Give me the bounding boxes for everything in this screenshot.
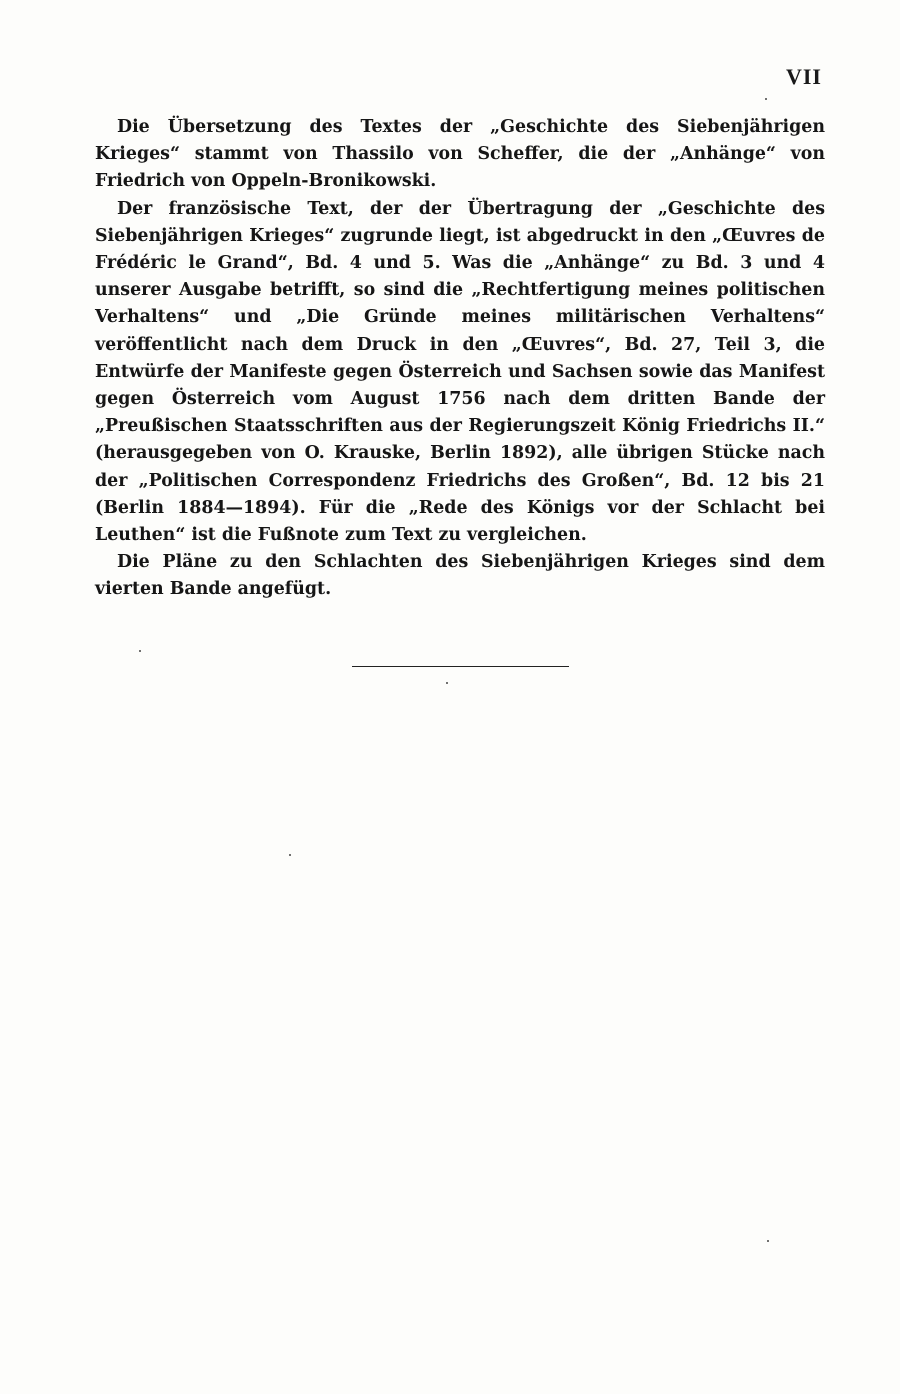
print-speck [446, 682, 448, 684]
print-speck [139, 650, 141, 652]
section-divider-rule [352, 666, 569, 667]
paragraph-battle-plans: Die Pläne zu den Schlachten des Siebenjährigen Krieges sind dem vierten Bande angefügt. [95, 552, 825, 600]
preface-text [95, 114, 825, 604]
print-speck [289, 854, 291, 856]
print-speck [767, 1240, 769, 1242]
paragraph-source-editions: Der französische Text, der der Übertragung der „Geschichte des Siebenjährigen Krieges“ zugrunde liegt, ist abgedruckt in den „Œuvres de Frédéric le Grand“, Bd. 4 und 5. Was die „Anhänge“ zu Bd. 3 und 4 unserer Ausgabe betrifft, so sind die „Rechtfertigung meines politischen Verhaltens“ und „Die Gründe meines militärischen Verhaltens“ veröffentlicht nach dem Druck in den „Œuvres“, Bd. 27, Teil 3, die Entwürfe der Manifeste gegen Österreich und Sachsen sowie das Manifest gegen Österreich vom August 1756 nach dem dritten Bande der „Preußischen Staatsschriften aus der Regierungszeit König Friedrichs II.“ (herausgegeben von O. Krauske, Berlin 1892), alle übrigen Stücke nach der „Politischen Correspondenz Friedrichs des Großen“, Bd. 12 bis 21 (Berlin 1884—1894). Für die „Rede des Königs vor der Schlacht bei Leuthen“ ist die Fußnote zum Text zu vergleichen. [95, 198, 825, 546]
page-number: VII [785, 64, 822, 89]
print-speck [765, 98, 767, 100]
paragraph-translation-credits: Die Übersetzung des Textes der „Geschichte des Siebenjährigen Krieges“ stammt von Thassilo von Scheffer, die der „Anhänge“ von Friedrich von Oppeln-Bronikowski. [95, 117, 825, 192]
